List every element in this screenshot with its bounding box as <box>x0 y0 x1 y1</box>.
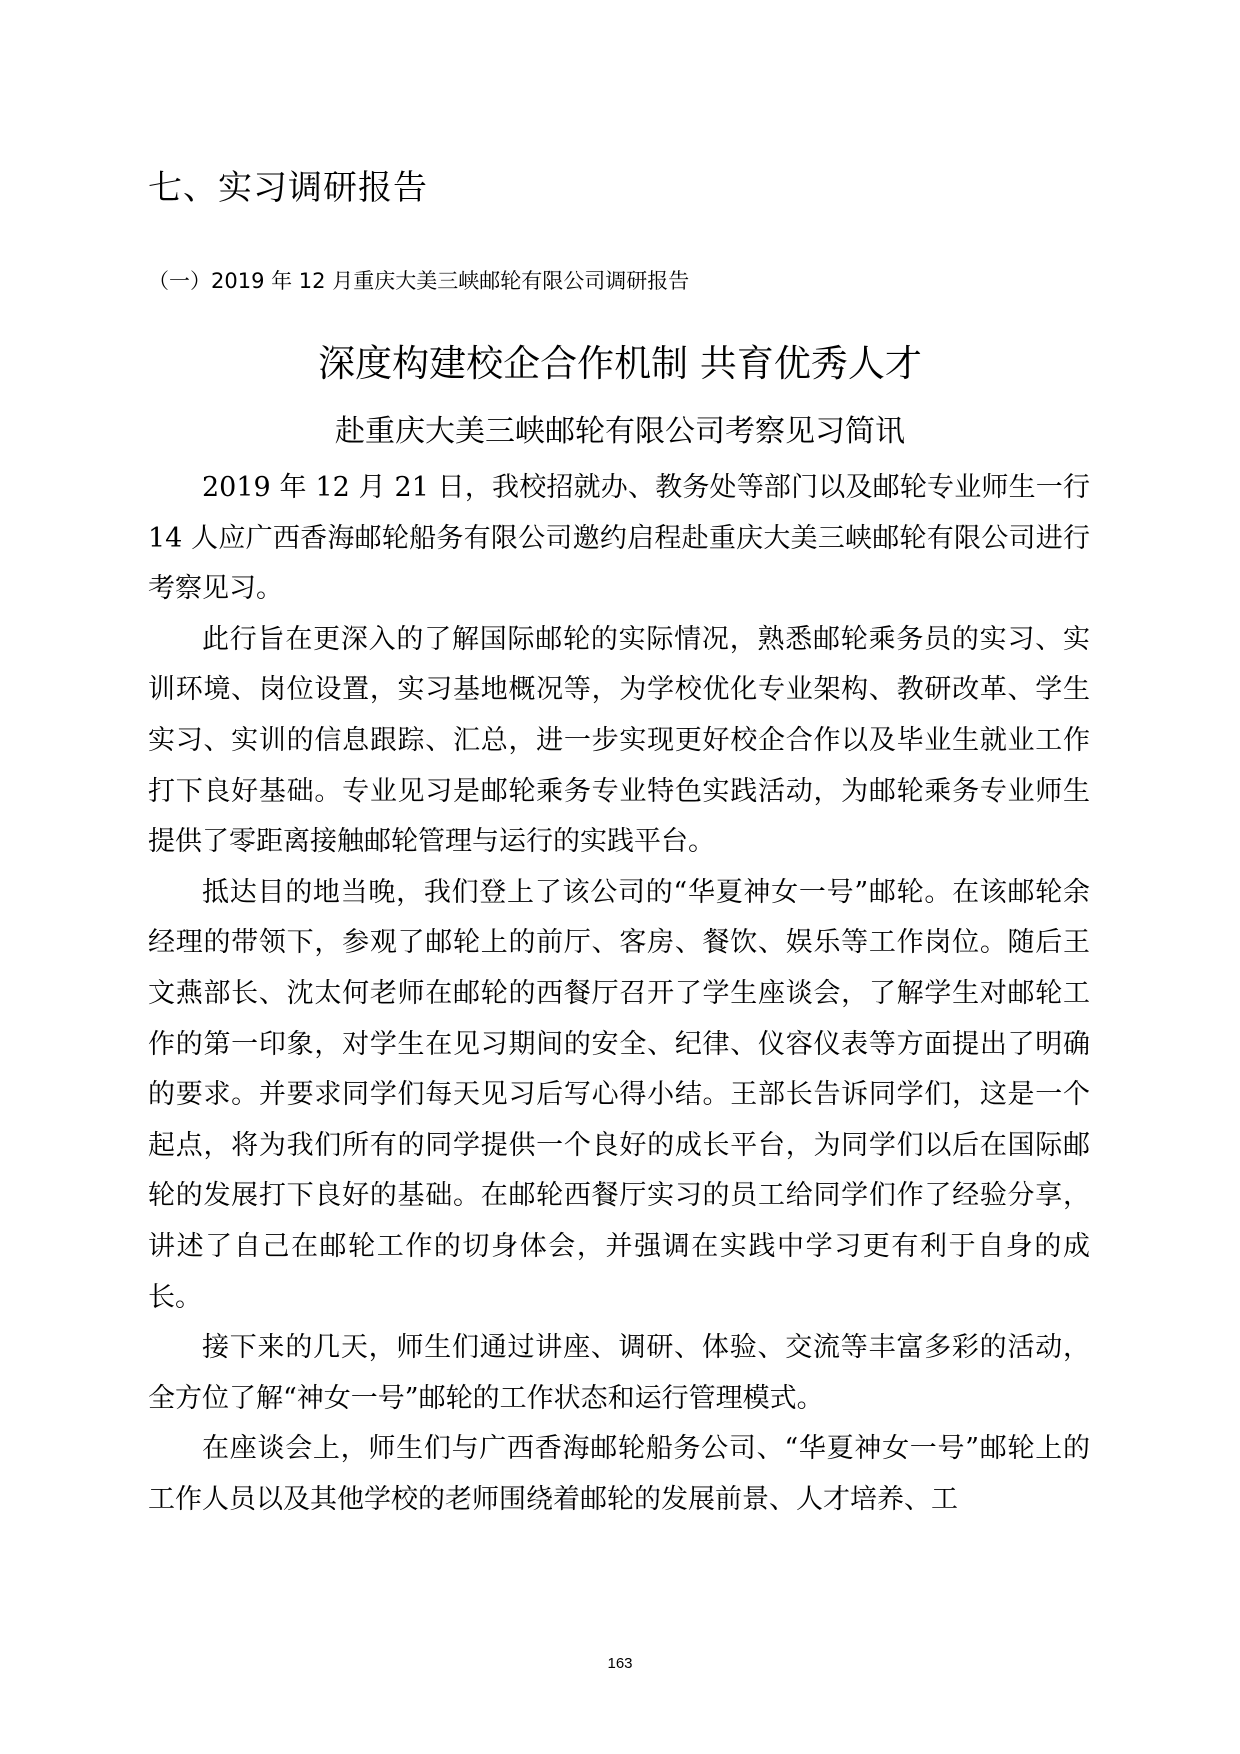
paragraph: 2019 年 12 月 21 日，我校招就办、教务处等部门以及邮轮专业师生一行 14 人应广西香海邮轮船务有限公司邀约启程赴重庆大美三峡邮轮有限公司进行考察见习。 <box>148 472 1090 605</box>
subsection-heading: （一）2019 年 12 月重庆大美三峡邮轮有限公司调研报告 <box>148 269 690 293</box>
paragraph: 在座谈会上，师生们与广西香海邮轮船务公司、“华夏神女一号”邮轮上的工作人员以及其他学校的老师围绕着邮轮的发展前景、人才培养、工 <box>148 1433 1090 1515</box>
paragraph: 此行旨在更深入的了解国际邮轮的实际情况，熟悉邮轮乘务员的实习、实训环境、岗位设置，实习基地概况等，为学校优化专业架构、教研改革、学生实习、实训的信息跟踪、汇总，进一步实现更好校企合作以及毕业生就业工作打下良好基础。专业见习是邮轮乘务专业特色实践活动，为邮轮乘务专业师生提供了零距离接触邮轮管理与运行的实践平台。 <box>148 623 1090 858</box>
page-number: 163 <box>607 1655 633 1672</box>
article-body <box>148 463 1090 1525</box>
article-subtitle: 赴重庆大美三峡邮轮有限公司考察见习简讯 <box>335 414 905 449</box>
section-heading: 七、实习调研报告 <box>148 168 428 208</box>
paragraph: 接下来的几天，师生们通过讲座、调研、体验、交流等丰富多彩的活动，全方位了解“神女一号”邮轮的工作状态和运行管理模式。 <box>148 1332 1090 1414</box>
paragraph: 抵达目的地当晚，我们登上了该公司的“华夏神女一号”邮轮。在该邮轮余经理的带领下，参观了邮轮上的前厅、客房、餐饮、娱乐等工作岗位。随后王文燕部长、沈太何老师在邮轮的西餐厅召开了学生座谈会，了解学生对邮轮工作的第一印象，对学生在见习期间的安全、纪律、仪容仪表等方面提出了明确的要求。并要求同学们每天见习后写心得小结。王部长告诉同学们，这是一个起点，将为我们所有的同学提供一个良好的成长平台，为同学们以后在国际邮轮的发展打下良好的基础。在邮轮西餐厅实习的员工给同学们作了经验分享，讲述了自己在邮轮工作的切身体会，并强调在实践中学习更有利于自身的成长。 <box>148 876 1090 1313</box>
article-title: 深度构建校企合作机制 共育优秀人才 <box>318 342 922 385</box>
